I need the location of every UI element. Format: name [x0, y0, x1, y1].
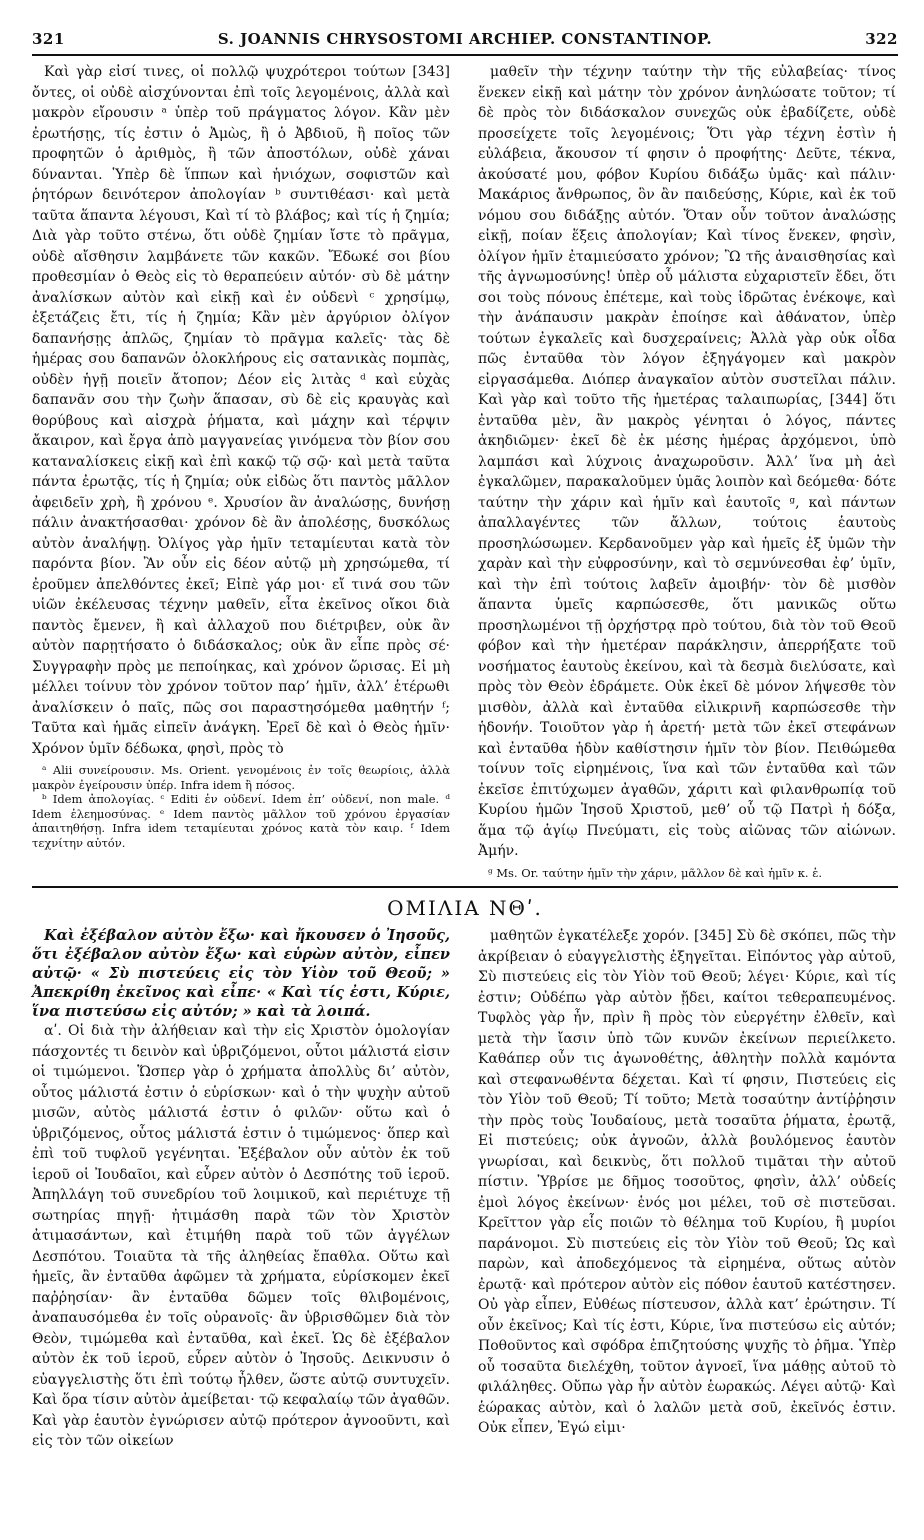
footnote: ᵇ Idem ἀπολογίας. ᶜ Editi ἐν οὐδενί. Idem ἐπ’ οὐδενί, non male. ᵈ Idem ἐλεημοσύνας. ᵉ Idem παντὸς μᾶλλον τοῦ χρόνου ἐργασίαν ἀπαιτηθήσῃ. Infra idem τεταμίευται χρόνος κατὰ τὸν καιρ. ᶠ Idem τεχνίτην αὐτόν. [32, 792, 450, 850]
running-title: S. JOANNIS CHRYSOSTOMI ARCHIEP. CONSTANTINOP. [217, 30, 713, 48]
page-number-left: 321 [32, 30, 65, 48]
left-column-text: Καὶ γὰρ εἰσί τινες, οἱ πολλῷ ψυχρότεροι τούτων [343] ὄντες, οἱ οὐδὲ αἰσχύνονται ἐπὶ τοῖς λεγομένοις, ἀλλὰ καὶ μακρὸν εἴρουσιν ᵃ ὑπὲρ τοῦ πράγματος λόγον. Κἂν μὲν ἐρωτήσῃς, τίς ἐστιν ὁ Ἀμὼς, ἢ ὁ Ἀβδιοῦ, ἢ ποῖος τῶν προφητῶν ὁ ἀριθμὸς, ἢ τῶν ἀποστόλων, οὐδὲ χάναι δύνανται. Ὑπὲρ δὲ ἵππων καὶ ἡνιόχων, σοφιστῶν καὶ ῥητόρων δεινότερον ἀπολογίαν ᵇ συντιθέασι· καὶ μετὰ ταῦτα ἅπαντα λέγουσι, Καὶ τί τὸ βλάβος; καὶ τίς ἡ ζημία; Διὰ γὰρ τοῦτο στένω, ὅτι οὐδὲ ζημίαν ἴστε τὸ πρᾶγμα, οὐδὲ αἴσθησιν λαμβάνετε τῶν κακῶν. Ἔδωκέ σοι βίου προθεσμίαν ὁ Θεὸς εἰς τὸ θεραπεύειν αὐτόν· σὺ δὲ μάτην ἀναλίσκων αὐτὸν καὶ εἰκῇ καὶ ἐν οὐδενὶ ᶜ χρησίμῳ, ἐξετάζεις ἔτι, τίς ἡ ζημία; Κἂν μὲν ἀργύριον ὀλίγον δαπανήσῃς ἁπλῶς, ζημίαν τὸ πρᾶγμα καλεῖς· τὰς δὲ ἡμέρας σου δαπανῶν ὁλοκλήρους εἰς σατανικὰς πομπὰς, οὐδὲν ἡγῇ ποιεῖν ἄτοπον; Δέον εἰς λιτὰς ᵈ καὶ εὐχὰς δαπανᾶν σου τὴν ζωὴν ἅπασαν, σὺ δὲ εἰς κραυγὰς καὶ θορύβους καὶ αἰσχρὰ ῥήματα, καὶ μάχην καὶ τέρψιν ἄκαιρον, καὶ ἔργα ἀπὸ μαγγανείας γινόμενα τὸν βίον σου καταναλίσκεις εἰκῇ καὶ ἐπὶ κακῷ τῷ σῷ· καὶ μετὰ ταῦτα πάντα ἐρωτᾷς, τίς ἡ ζημία; οὐκ εἰδὼς ὅτι παντὸς μᾶλλον ἀφειδεῖν χρὴ, ἢ χρόνου ᵉ. Χρυσίον ἂν ἀναλώσῃς, δυνήσῃ πάλιν ἀνακτήσασθαι· χρόνον δὲ ἂν ἀπολέσῃς, δυσκόλως αὐτὸν ἀναλήψῃ. Ὀλίγος γὰρ ἡμῖν τεταμίευται κατὰ τὸν παρόντα βίον. Ἂν οὖν εἰς δέον αὐτῷ μὴ χρησώμεθα, τί ἐροῦμεν ἀπελθόντες ἐκεῖ; Εἰπὲ γάρ μοι· εἴ τινά σου τῶν υἱῶν ἐκέλευσας τέχνην μαθεῖν, εἶτα ἐκεῖνος οἴκοι διὰ παντὸς ἔμενεν, ἢ καὶ ἀλλαχοῦ που διέτριβεν, οὐκ ἂν αὐτὸν παρῃτήσατο ὁ διδάσκαλος; οὐκ ἂν εἶπε πρὸς σέ· Συγγραφὴν πρὸς με πεποίηκας, καὶ χρόνον ὥρισας. Εἰ μὴ μέλλει τοίνυν τὸν χρόνον τοῦτον παρ’ ἡμῖν, ἀλλ’ ἑτέρωθι ἀναλίσκειν ὁ παῖς, πῶς σοι παραστησόμεθα μαθητήν ᶠ; Ταῦτα καὶ ἡμᾶς εἰπεῖν ἀνάγκη. Ἐρεῖ δὲ καὶ ὁ Θεὸς ἡμῖν· Χρόνον ὑμῖν δέδωκα, φησὶ, πρὸς τὸ [32, 64, 450, 757]
right-footnotes [478, 866, 896, 881]
right-column-text: μαθεῖν τὴν τέχνην ταύτην τὴν τῆς εὐλαβείας· τίνος ἕνεκεν εἰκῇ καὶ μάτην τὸν χρόνον ἀνηλώσατε τοῦτον; τί δὲ πρὸς τὸν διδάσκαλον συνεχῶς οὐκ ἐβαδίζετε, οὐδὲ προσείχετε τοῖς λεγομένοις; Ὅτι γὰρ τέχνη ἐστὶν ἡ εὐλάβεια, ἄκουσον τί φησιν ὁ προφήτης· Δεῦτε, τέκνα, ἀκούσατέ μου, φόβον Κυρίου διδάξω ὑμᾶς· καὶ πάλιν· Μακάριος ἄνθρωπος, ὃν ἂν παιδεύσῃς, Κύριε, καὶ ἐκ τοῦ νόμου σου διδάξῃς αὐτόν. Ὅταν οὖν τοῦτον ἀναλώσῃς εἰκῇ, ποίαν ἕξεις ἀπολογίαν; Καὶ τίνος ἕνεκεν, φησὶν, ὀλίγον ἡμῖν ἐταμιεύσατο χρόνον; Ὢ τῆς ἀναισθησίας καὶ τῆς ἀγνωμοσύνης! ὑπὲρ οὗ μάλιστα εὐχαριστεῖν ἔδει, ὅτι σοι τοὺς πόνους ἐπέτεμε, καὶ τοὺς ἱδρῶτας ἐνέκοψε, καὶ τὴν ἀνάπαυσιν μακρὰν ἐποίησε καὶ ἀθάνατον, ὑπὲρ τούτων ἐγκαλεῖς καὶ δυσχεραίνεις; Ἀλλὰ γὰρ οὐκ οἶδα πῶς ἐνταῦθα τὸν λόγον ἐξηγάγομεν καὶ μακρὸν εἰργασάμεθα. Διόπερ ἀναγκαῖον αὐτὸν συστεῖλαι πάλιν. Καὶ γὰρ καὶ τοῦτο τῆς ἡμετέρας ταλαιπωρίας, [344] ὅτι ἐνταῦθα μὲν, ἂν μακρὸς γένηται ὁ λόγος, πάντες ἀκηδιῶμεν· ἐκεῖ δὲ ἐκ μέσης ἡμέρας ἀρχόμενοι, ὑπὸ λαμπάσι καὶ λύχνοις ἀναχωροῦσιν. Ἀλλ’ ἵνα μὴ ἀεὶ ἐγκαλῶμεν, παρακαλοῦμεν ὑμᾶς λοιπὸν καὶ δεόμεθα· δότε ταύτην τὴν χάριν καὶ ἡμῖν καὶ ἑαυτοῖς ᵍ, καὶ πάντων ἀπαλλαγέντες τῶν ἄλλων, τούτοις ἑαυτοὺς προσηλώσωμεν. Κερδανοῦμεν γὰρ καὶ ἡμεῖς ἐξ ὑμῶν τὴν χαρὰν καὶ τὴν εὐφροσύνην, καὶ τὸ σεμνύνεσθαι ἐφ’ ὑμῖν, καὶ τὴν ἐπὶ τούτοις λαβεῖν ἀμοιβήν· τὸν δὲ μισθὸν ἅπαντα ὑμεῖς καρπώσεσθε, ὅτι μανικῶς οὕτω προσηλωμένοι τῇ ὀρχήστρᾳ πρὸ τούτου, διὰ τὸν τοῦ Θεοῦ φόβον καὶ τὴν ἡμετέραν παράκλησιν, ἀπερρήξατε τοῦ νοσήματος ἑαυτοὺς ἐκείνου, καὶ τὰ δεσμὰ διελύσατε, καὶ πρὸς τὸν Θεὸν ἐδράμετε. Οὐκ ἐκεῖ δὲ μόνον λήψεσθε τὸν μισθὸν, ἀλλὰ καὶ ἐνταῦθα εἰλικρινῆ καρπώσεσθε τὴν ἡδονήν. Τοιοῦτον γὰρ ἡ ἀρετή· μετὰ τῶν ἐκεῖ στεφάνων καὶ ἐνταῦθα ἡδὺν καθίστησιν ἡμῖν τὸν βίον. Πειθώμεθα τοίνυν τοῖς εἰρημένοις, ἵνα καὶ τῶν ἐνταῦθα καὶ τῶν ἐκεῖσε ἐπιτύχωμεν ἀγαθῶν, χάριτι καὶ φιλανθρωπίᾳ τοῦ Κυρίου ἡμῶν Ἰησοῦ Χριστοῦ, μεθ’ οὗ τῷ Πατρὶ ἡ δόξα, ἅμα τῷ ἁγίῳ Πνεύματι, εἰς τοὺς αἰῶνας τῶν αἰώνων. Ἀμήν. [478, 64, 896, 859]
right-column-top [478, 62, 896, 880]
running-head [32, 28, 898, 54]
footnote: ᵍ Ms. Or. ταύτην ἡμῖν τὴν χάριν, μᾶλλον δὲ καὶ ἡμῖν κ. ἑ. [488, 865, 823, 880]
left-column-top [32, 62, 450, 850]
scripture-lemma: Καὶ ἐξέβαλον αὐτὸν ἔξω· καὶ ἤκουσεν ὁ Ἰησοῦς, ὅτι ἐξέβαλον αὐτὸν ἔξω· καὶ εὑρὼν αὐτὸν, εἶπεν αὐτῷ· « Σὺ πιστεύεις εἰς τὸν Υἱὸν τοῦ Θεοῦ; » Ἀπεκρίθη ἐκεῖνος καὶ εἶπε· « Καὶ τίς ἐστι, Κύριε, ἵνα πιστεύσω εἰς αὐτόν; » καὶ τὰ λοιπά. [32, 927, 450, 1020]
homily-title: ΟΜΙΛΙΑ ΝΘʹ. [387, 896, 543, 920]
section-divider [32, 886, 898, 888]
bottom-columns [32, 926, 898, 1526]
left-column-bottom [32, 926, 450, 1452]
footnote: ᵃ Alii συνείρουσιν. Ms. Orient. γενομένοις ἐν τοῖς θεωρίοις, ἀλλὰ μακρὸν ἐγείρουσιν ὑπέρ. Infra idem ἢ πόσος. [32, 763, 450, 792]
right-column-bottom [478, 926, 896, 1439]
top-columns [32, 62, 898, 898]
page-number-right: 322 [865, 30, 898, 48]
left-footnotes [32, 763, 450, 850]
header-rule [32, 54, 898, 56]
homily-text-left: αʹ. Οἱ διὰ τὴν ἀλήθειαν καὶ τὴν εἰς Χριστὸν ὁμολογίαν πάσχοντές τι δεινὸν καὶ ὑβριζόμενοι, οὗτοι μάλιστά εἰσιν οἱ τιμώμενοι. Ὥσπερ γὰρ ὁ χρήματα ἀπολλὺς δι’ αὐτὸν, οὗτος μάλιστά ἐστιν ὁ εὑρίσκων· καὶ ὁ τὴν ψυχὴν αὐτοῦ μισῶν, αὐτὸς μάλιστά ἐστιν ὁ φιλῶν· οὕτω καὶ ὁ ὑβριζόμενος, οὗτος μάλιστά ἐστιν ὁ τιμώμενος· ὅπερ καὶ ἐπὶ τοῦ τυφλοῦ γεγένηται. Ἐξέβαλον οὖν αὐτὸν ἐκ τοῦ ἱεροῦ οἱ Ἰουδαῖοι, καὶ εὗρεν αὐτὸν ὁ Δεσπότης τοῦ ἱεροῦ. Ἀπηλλάγη τοῦ συνεδρίου τοῦ λοιμικοῦ, καὶ περιέτυχε τῇ σωτηρίας πηγῇ· ἠτιμάσθη παρὰ τῶν τὸν Χριστὸν ἀτιμασάντων, καὶ ἐτιμήθη παρὰ τοῦ τῶν ἀγγέλων Δεσπότου. Τοιαῦτα τὰ τῆς ἀληθείας ἔπαθλα. Οὕτω καὶ ἡμεῖς, ἂν ἐνταῦθα ἀφῶμεν τὰ χρήματα, εὑρίσκομεν ἐκεῖ παῤῥησίαν· ἂν ἐνταῦθα δῶμεν τοῖς θλιβομένοις, ἀναπαυσόμεθα ἐν τοῖς οὐρανοῖς· ἂν ὑβρισθῶμεν διὰ τὸν Θεὸν, τιμώμεθα καὶ ἐνταῦθα, καὶ ἐκεῖ. Ὡς δὲ ἐξέβαλον αὐτὸν ἐκ τοῦ ἱεροῦ, εὗρεν αὐτὸν ὁ Ἰησοῦς. Δεικνυσιν ὁ εὐαγγελιστὴς ὅτι ἐπὶ τούτῳ ἦλθεν, ὥστε αὐτῷ συντυχεῖν. Καὶ ὅρα τίσιν αὐτὸν ἀμείβεται· τῷ κεφαλαίῳ τῶν ἀγαθῶν. Καὶ γὰρ ἑαυτὸν ἐγνώρισεν αὐτῷ πρότερον ἀγνοοῦντι, καὶ εἰς τὸν τῶν οἰκείων [32, 1023, 450, 1449]
homily-text-right: μαθητῶν ἐγκατέλεξε χορόν. [345] Σὺ δὲ σκόπει, πῶς τὴν ἀκρίβειαν ὁ εὐαγγελιστὴς ἐξηγεῖται. Εἰπόντος γὰρ αὐτοῦ, Σὺ πιστεύεις εἰς τὸν Υἱὸν τοῦ Θεοῦ; λέγει· Κύριε, καὶ τίς ἐστιν; Οὐδέπω γὰρ αὐτὸν ᾔδει, καίτοι τεθεραπευμένος. Τυφλὸς γὰρ ἦν, πρὶν ἢ πρὸς τὸν εὐεργέτην ἐλθεῖν, καὶ μετὰ τὴν ἴασιν ὑπὸ τῶν κυνῶν ἐκείνων περιείλκετο. Καθάπερ οὖν τις ἀγωνοθέτης, ἀθλητὴν πολλὰ καμόντα καὶ στεφανωθέντα δέχεται. Καὶ τί φησιν, Πιστεύεις εἰς τὸν Υἱὸν τοῦ Θεοῦ; Τί τοῦτο; Μετὰ τοσαύτην ἀντίῤῥησιν τὴν πρὸς τοὺς Ἰουδαίους, μετὰ τοσαῦτα ῥήματα, ἐρωτᾷ, Εἰ πιστεύεις; οὐκ ἀγνοῶν, ἀλλὰ βουλόμενος ἑαυτὸν γνωρίσαι, καὶ δεικνὺς, ὅτι πολλοῦ τιμᾶται τὴν αὐτοῦ πίστιν. Ὑβρίσε με δῆμος τοσοῦτος, φησὶν, ἀλλ’ οὐδείς ἐμοὶ λόγος ἐκείνων· ἑνός μοι μέλει, τοῦ σὲ πιστεῦσαι. Κρεῖττον γὰρ εἷς ποιῶν τὸ θέλημα τοῦ Κυρίου, ἢ μυρίοι παράνομοι. Σὺ πιστεύεις εἰς τὸν Υἱὸν τοῦ Θεοῦ; Ὡς καὶ παρὼν, καὶ ἀποδεχόμενος τὰ εἰρημένα, οὕτως αὐτὸν ἐρωτᾷ· καὶ πρότερον αὐτὸν εἰς πόθον ἑαυτοῦ κατέστησεν. Οὐ γὰρ εἶπεν, Εὐθέως πίστευσον, ἀλλὰ κατ’ ἐρώτησιν. Τί οὖν ἐκεῖνος; Καὶ τίς ἐστι, Κύριε, ἵνα πιστεύσω εἰς αὐτόν; Ποθοῦντος καὶ σφόδρα ἐπιζητούσης ψυχῆς τὸ ῥῆμα. Ὑπὲρ οὗ τοσαῦτα διελέχθη, τοῦτον ἀγνοεῖ, ἵνα μάθῃς αὐτοῦ τὸ φιλάληθες. Οὔπω γὰρ ἦν αὐτὸν ἑωρακώς. Λέγει αὐτῷ· Καὶ ἑώρακας αὐτὸν, καὶ ὁ λαλῶν μετὰ σοῦ, ἐκεῖνός ἐστιν. Οὐκ εἶπεν, Ἐγώ εἰμι· [478, 928, 896, 1436]
